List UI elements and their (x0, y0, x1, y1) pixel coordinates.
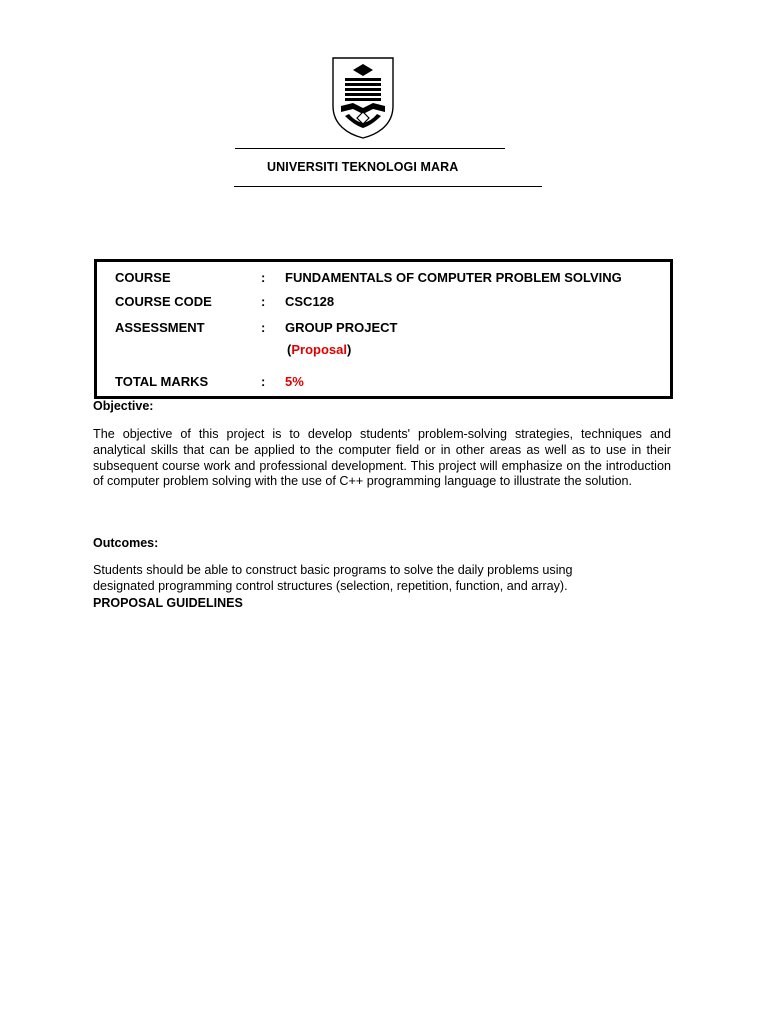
proposal-guidelines-heading: PROPOSAL GUIDELINES (93, 596, 243, 610)
course-label: COURSE (115, 270, 171, 285)
total-marks-label: TOTAL MARKS (115, 374, 209, 389)
assessment-note-open: ( (287, 342, 292, 357)
assessment-label: ASSESSMENT (115, 320, 205, 335)
course-info-box (94, 259, 673, 399)
outcomes-paragraph (93, 563, 671, 595)
objective-heading: Objective: (93, 399, 154, 413)
university-crest-logo (331, 56, 395, 140)
assessment-value: GROUP PROJECT (285, 320, 398, 335)
course-code-value: CSC128 (285, 294, 335, 309)
objective-paragraph: The objective of this project is to develop students' problem-solving strategies, techniques and analytical skills that can be applied to the computer field or in other areas as well as to use in their subsequent course work and professional development. This project will emphasize on the introduction of computer problem solving with the use of C++ programming language to illustrate the solution. (93, 427, 671, 489)
assessment-colon: : (261, 320, 266, 335)
course-code-label: COURSE CODE (115, 294, 212, 309)
assessment-note (287, 342, 351, 357)
outcomes-line-1: Students should be able to construct basic programs to solve the daily problems using (93, 563, 573, 577)
total-marks-value: 5% (285, 374, 304, 389)
assessment-note-close: ) (346, 342, 352, 357)
course-code-colon: : (261, 294, 266, 309)
course-colon: : (261, 270, 266, 285)
header-top-rule (235, 148, 505, 149)
outcomes-line-2: designated programming control structures (selection, repetition, function, and array). (93, 578, 568, 593)
header-bottom-rule (234, 186, 542, 187)
university-name: UNIVERSITI TEKNOLOGI MARA (267, 160, 459, 174)
total-marks-colon: : (261, 374, 266, 389)
outcomes-heading: Outcomes: (93, 536, 159, 550)
course-value: FUNDAMENTALS OF COMPUTER PROBLEM SOLVING (285, 270, 622, 285)
assessment-note-text: Proposal (291, 342, 347, 357)
